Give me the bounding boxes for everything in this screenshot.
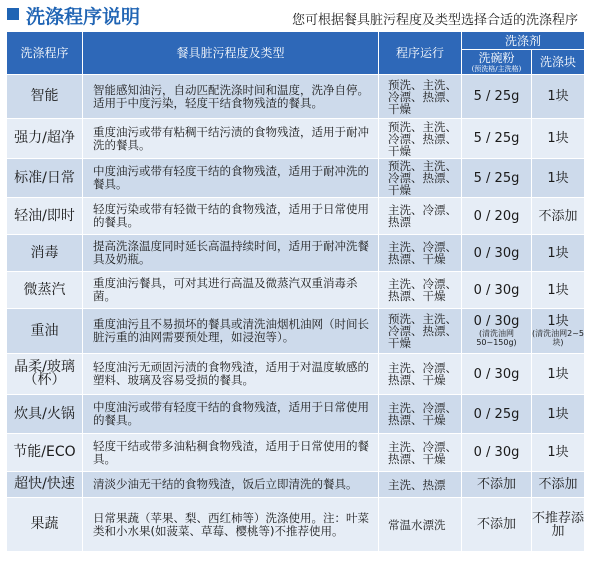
table-body bbox=[7, 75, 585, 552]
phases-cell: 主洗、冷漂、热漂、干燥 bbox=[379, 272, 462, 309]
table-row bbox=[7, 434, 585, 472]
table-row bbox=[7, 235, 585, 272]
powder-cell: 0 / 25g bbox=[462, 395, 532, 434]
phases-cell: 预洗、主洗、冷漂、热漂、干燥 bbox=[379, 75, 462, 119]
program-name-cell: 果蔬 bbox=[7, 498, 83, 552]
powder-cell: 5 / 25g bbox=[462, 119, 532, 159]
powder-cell: 0 / 30g bbox=[462, 235, 532, 272]
tablet-cell: 不添加 bbox=[532, 198, 585, 235]
tablet-cell: 1块 bbox=[532, 235, 585, 272]
powder-cell: 0 / 30g bbox=[462, 354, 532, 395]
phases-cell: 主洗、冷漂、热漂、干燥 bbox=[379, 235, 462, 272]
header bbox=[0, 0, 590, 28]
program-name-cell: 节能/ECO bbox=[7, 434, 83, 472]
description-cell: 智能感知油污，自动匹配洗涤时间和温度，洗净自停。适用于中度污染，轻度干结食物残渣的餐具。 bbox=[83, 75, 379, 119]
powder-cell: 0 / 30g bbox=[462, 272, 532, 309]
table-row bbox=[7, 395, 585, 434]
table-row bbox=[7, 119, 585, 159]
program-name-cell: 轻油/即时 bbox=[7, 198, 83, 235]
tablet-note: (清洗油网2~5块) bbox=[532, 329, 585, 347]
tablet-value: 1块 bbox=[547, 314, 569, 329]
header-powder bbox=[462, 50, 532, 75]
table-row bbox=[7, 472, 585, 498]
program-name-cell: 晶柔/玻璃（杯） bbox=[7, 354, 83, 395]
program-name-cell: 强力/超净 bbox=[7, 119, 83, 159]
powder-cell: 5 / 25g bbox=[462, 159, 532, 198]
phases-cell: 常温水漂洗 bbox=[379, 498, 462, 552]
description-cell: 提高洗涤温度同时延长高温持续时间，适用于耐冲洗餐具及奶瓶。 bbox=[83, 235, 379, 272]
table-row bbox=[7, 309, 585, 354]
powder-cell: 0 / 30g bbox=[462, 434, 532, 472]
description-cell: 重度油污且不易损坏的餐具或清洗油烟机油网（时间长脏污重的油网需要预处理，如浸泡等）。 bbox=[83, 309, 379, 354]
program-name-cell: 标准/日常 bbox=[7, 159, 83, 198]
phases-cell: 主洗、冷漂、热漂 bbox=[379, 198, 462, 235]
program-name-cell: 炊具/火锅 bbox=[7, 395, 83, 434]
description-cell: 轻度污染或带有轻微干结的食物残渣，适用于日常使用的餐具。 bbox=[83, 198, 379, 235]
tablet-cell: 1块 bbox=[532, 119, 585, 159]
tablet-cell: 1块 bbox=[532, 434, 585, 472]
header-tablet: 洗涤块 bbox=[532, 50, 585, 75]
program-name-cell: 消毒 bbox=[7, 235, 83, 272]
description-cell: 日常果蔬（苹果、梨、西红柿等）洗涤使用。注：叶菜类和小水果(如菠菜、草莓、樱桃等)不推荐使用。 bbox=[83, 498, 379, 552]
title-marker bbox=[7, 8, 19, 20]
page-subtitle: 您可根据餐具脏污程度及类型选择合适的洗涤程序 bbox=[291, 13, 578, 28]
phases-cell: 主洗、热漂 bbox=[379, 472, 462, 498]
phases-cell: 主洗、冷漂、热漂、干燥 bbox=[379, 354, 462, 395]
phases-cell: 主洗、冷漂、热漂、干燥 bbox=[379, 434, 462, 472]
table-row bbox=[7, 75, 585, 119]
phases-cell: 预洗、主洗、冷漂、热漂、干燥 bbox=[379, 309, 462, 354]
description-cell: 中度油污或带有轻度干结的食物残渣，适用于耐冲洗的餐具。 bbox=[83, 159, 379, 198]
program-name-cell: 微蒸汽 bbox=[7, 272, 83, 309]
program-name-cell: 重油 bbox=[7, 309, 83, 354]
tablet-cell: 1块 bbox=[532, 395, 585, 434]
powder-cell: 5 / 25g bbox=[462, 75, 532, 119]
powder-cell: 不添加 bbox=[462, 498, 532, 552]
powder-cell bbox=[462, 309, 532, 354]
description-cell: 重度油污或带有粘稠干结污渍的食物残渣，适用于耐冲洗的餐具。 bbox=[83, 119, 379, 159]
tablet-cell: 1块 bbox=[532, 75, 585, 119]
powder-cell: 0 / 20g bbox=[462, 198, 532, 235]
description-cell: 重度油污餐具，可对其进行高温及微蒸汽双重消毒杀菌。 bbox=[83, 272, 379, 309]
header-description: 餐具脏污程度及类型 bbox=[83, 32, 379, 75]
header-detergent: 洗涤剂 bbox=[462, 32, 585, 50]
tablet-cell: 1块 bbox=[532, 159, 585, 198]
program-name-cell: 智能 bbox=[7, 75, 83, 119]
phases-cell: 预洗、主洗、冷漂、热漂、干燥 bbox=[379, 119, 462, 159]
page-title: 洗涤程序说明 bbox=[26, 6, 141, 28]
table-row bbox=[7, 272, 585, 309]
tablet-cell bbox=[532, 309, 585, 354]
description-cell: 中度油污或带有轻度干结的食物残渣，适用于日常使用的餐具。 bbox=[83, 395, 379, 434]
tablet-cell: 1块 bbox=[532, 354, 585, 395]
tablet-cell: 不添加 bbox=[532, 472, 585, 498]
table-row bbox=[7, 498, 585, 552]
header-phases: 程序运行 bbox=[379, 32, 462, 75]
tablet-cell: 不推荐添加 bbox=[532, 498, 585, 552]
powder-value: 0 / 30g bbox=[473, 314, 520, 329]
phases-cell: 预洗、主洗、冷漂、热漂、干燥 bbox=[379, 159, 462, 198]
description-cell: 轻度油污无顽固污渍的食物残渣，适用于对温度敏感的塑料、玻璃及容易受损的餐具。 bbox=[83, 354, 379, 395]
header-program: 洗涤程序 bbox=[7, 32, 83, 75]
header-powder-note: (预洗格/主洗格) bbox=[471, 64, 522, 73]
powder-note: (清洗油网50~150g) bbox=[476, 329, 517, 347]
table-row bbox=[7, 354, 585, 395]
program-name-cell: 超快/快速 bbox=[7, 472, 83, 498]
description-cell: 轻度干结或带多油粘稠食物残渣，适用于日常使用的餐具。 bbox=[83, 434, 379, 472]
tablet-cell: 1块 bbox=[532, 272, 585, 309]
table-row bbox=[7, 159, 585, 198]
powder-cell: 不添加 bbox=[462, 472, 532, 498]
description-cell: 清淡少油无干结的食物残渣，饭后立即清洗的餐具。 bbox=[83, 472, 379, 498]
program-table bbox=[6, 31, 585, 552]
header-powder-label: 洗碗粉 bbox=[478, 50, 515, 65]
table-row bbox=[7, 198, 585, 235]
phases-cell: 主洗、冷漂、热漂、干燥 bbox=[379, 395, 462, 434]
